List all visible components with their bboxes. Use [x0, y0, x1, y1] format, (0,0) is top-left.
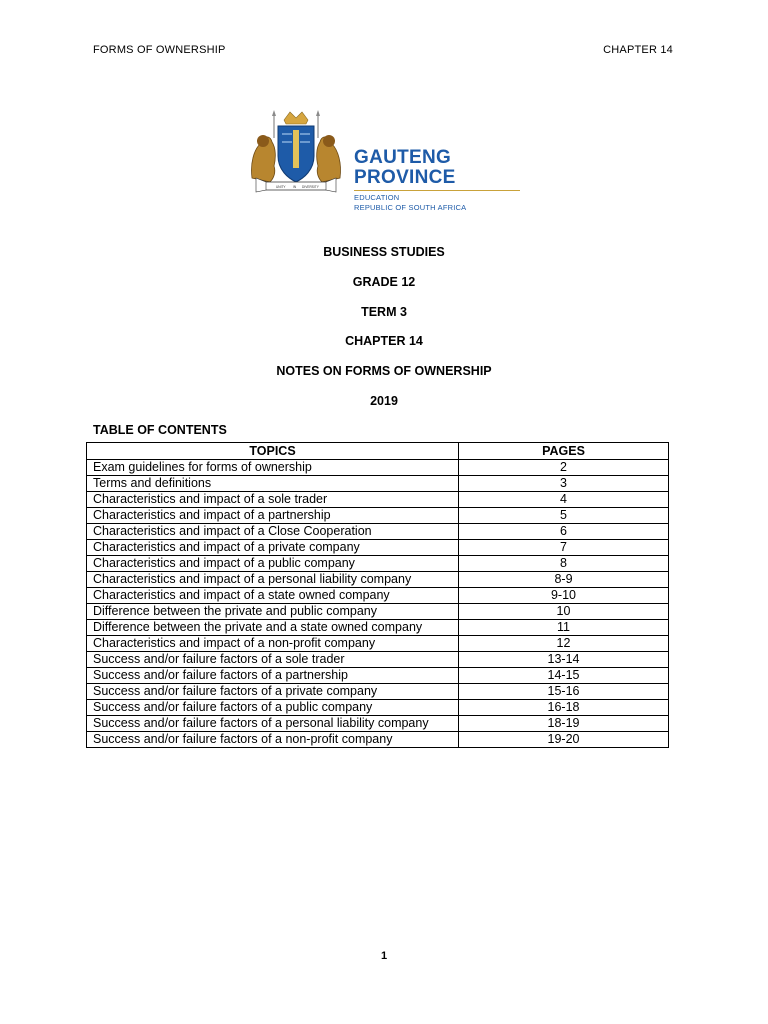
toc-topic-cell: Success and/or failure factors of a non-profit company: [87, 732, 459, 748]
table-row: [87, 588, 669, 604]
table-row: [87, 556, 669, 572]
logo-divider: [354, 190, 520, 191]
toc-topic-cell: Characteristics and impact of a partnership: [87, 508, 459, 524]
toc-topic-cell: Difference between the private and a state owned company: [87, 620, 459, 636]
toc-pages-cell: 16-18: [459, 700, 669, 716]
toc-pages-cell: 10: [459, 604, 669, 620]
toc-pages-cell: 18-19: [459, 716, 669, 732]
toc-pages-cell: 6: [459, 524, 669, 540]
toc-pages-cell: 8: [459, 556, 669, 572]
toc-pages-cell: 7: [459, 540, 669, 556]
term-title: TERM 3: [361, 305, 407, 319]
toc-pages-cell: 9-10: [459, 588, 669, 604]
table-row: [87, 492, 669, 508]
table-row: [87, 572, 669, 588]
table-row: [87, 700, 669, 716]
page-number: 1: [380, 950, 388, 962]
running-header-left: FORMS OF OWNERSHIP: [93, 44, 226, 56]
table-row: [87, 540, 669, 556]
gauteng-logo: [246, 108, 536, 212]
toc-pages-cell: 5: [459, 508, 669, 524]
motto-unity: UNITY: [276, 185, 286, 189]
motto-diversity: DIVERSITY: [302, 185, 319, 189]
table-row: [87, 604, 669, 620]
logo-wordmark: [354, 148, 536, 213]
toc-header-pages: PAGES: [459, 443, 669, 460]
toc-topic-cell: Success and/or failure factors of a public company: [87, 700, 459, 716]
toc-body: [87, 460, 669, 748]
logo-subtitle-country: REPUBLIC OF SOUTH AFRICA: [354, 203, 467, 212]
table-row: [87, 732, 669, 748]
toc-pages-cell: 13-14: [459, 652, 669, 668]
year-title: 2019: [370, 394, 398, 408]
logo-subtitle-education: EDUCATION: [354, 193, 400, 202]
table-row: [87, 668, 669, 684]
table-row: [87, 636, 669, 652]
toc-topic-cell: Characteristics and impact of a sole trader: [87, 492, 459, 508]
grade-title: GRADE 12: [352, 275, 416, 289]
toc-topic-cell: Characteristics and impact of a public company: [87, 556, 459, 572]
table-row: [87, 476, 669, 492]
toc-topic-cell: Characteristics and impact of a state owned company: [87, 588, 459, 604]
toc-topic-cell: Characteristics and impact of a Close Cooperation: [87, 524, 459, 540]
toc-topic-cell: Difference between the private and public company: [87, 604, 459, 620]
toc-pages-cell: 2: [459, 460, 669, 476]
motto-in: IN: [293, 185, 297, 189]
toc-heading: TABLE OF CONTENTS: [93, 423, 227, 437]
toc-topic-cell: Success and/or failure factors of a personal liability company: [87, 716, 459, 732]
toc-topic-cell: Characteristics and impact of a personal liability company: [87, 572, 459, 588]
toc-pages-cell: 14-15: [459, 668, 669, 684]
table-row: [87, 716, 669, 732]
toc-topic-cell: Terms and definitions: [87, 476, 459, 492]
toc-topic-cell: Exam guidelines for forms of ownership: [87, 460, 459, 476]
toc-pages-cell: 12: [459, 636, 669, 652]
table-row: [87, 652, 669, 668]
toc-pages-cell: 4: [459, 492, 669, 508]
chapter-title: CHAPTER 14: [345, 334, 423, 348]
table-row: [87, 620, 669, 636]
toc-pages-cell: 3: [459, 476, 669, 492]
toc-topic-cell: Characteristics and impact of a non-profit company: [87, 636, 459, 652]
toc-table: [86, 442, 669, 748]
table-row: [87, 460, 669, 476]
toc-pages-cell: 15-16: [459, 684, 669, 700]
toc-pages-cell: 19-20: [459, 732, 669, 748]
toc-pages-cell: 8-9: [459, 572, 669, 588]
toc-topic-cell: Success and/or failure factors of a sole trader: [87, 652, 459, 668]
subject-title: BUSINESS STUDIES: [323, 245, 445, 259]
table-row: [87, 524, 669, 540]
toc-topic-cell: Success and/or failure factors of a private company: [87, 684, 459, 700]
toc-header-row: [87, 443, 669, 460]
toc-topic-cell: Characteristics and impact of a private company: [87, 540, 459, 556]
toc-topic-cell: Success and/or failure factors of a partnership: [87, 668, 459, 684]
table-row: [87, 684, 669, 700]
logo-title: GAUTENG PROVINCE: [354, 147, 456, 188]
toc-pages-cell: 11: [459, 620, 669, 636]
notes-title: NOTES ON FORMS OF OWNERSHIP: [276, 364, 492, 378]
coat-of-arms-icon: [246, 108, 346, 198]
running-header-right: CHAPTER 14: [603, 44, 673, 56]
toc-header-topics: TOPICS: [87, 443, 459, 460]
table-row: [87, 508, 669, 524]
